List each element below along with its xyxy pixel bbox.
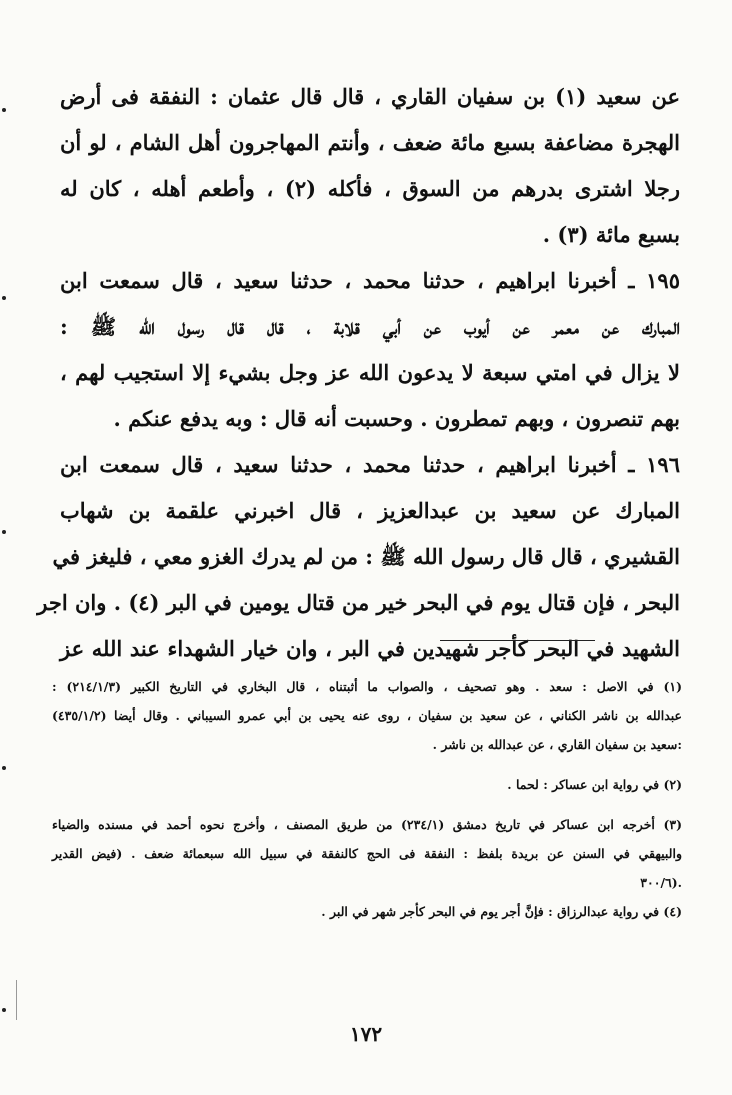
scan-mark [2, 530, 6, 534]
main-text [37, 74, 681, 672]
text-line: لا يزال في امتي سبعة لا يدعون الله عز وجل بشيء إلا استجيب لهم ، [60, 360, 680, 385]
footnote-separator [440, 640, 595, 641]
footnote-line: (٤) في رواية عبدالرزاق : فإنَّ أجر يوم في البحر كأجر شهر في البر . [321, 904, 682, 919]
footnote-3 [52, 810, 682, 897]
footnote-line: (٢) في رواية ابن عساكر : لحما . [507, 777, 682, 792]
text-line: المبارك عن سعيد بن عبدالعزيز ، قال اخبرني علقمة بن شهاب [60, 498, 680, 523]
footnote-line: عبدالله بن ناشر الكناني ، عن سعيد بن سفيان ، روى عنه يحيى بن أبي عمرو السيباني . وقال أيضا (٤٣٥/١/٢) [52, 708, 682, 723]
text-line: البحر ، فإن قتال يوم في البحر خير من قتال يومين في البر (٤) . وان اجر [37, 590, 680, 615]
footnote-line: .(٣٠٠/٦ [640, 875, 682, 890]
text-line: ١٩٥ ـ أخبرنا ابراهيم ، حدثنا محمد ، حدثنا سعيد ، قال سمعت ابن [60, 268, 680, 293]
text-line: رجلا اشترى بدرهم من السوق ، فأكله (٢) ، وأطعم أهله ، كان له [60, 176, 681, 201]
footnote-line: (١) في الاصل : سعد . وهو تصحيف ، والصواب ما أثبتناه ، قال البخاري في التاريخ الكبير (٢١٤/١/٣) : [52, 679, 682, 694]
footnote-4 [52, 897, 682, 926]
text-line: الهجرة مضاعفة بسبع مائة ضعف ، وأنتم المهاجرون أهل الشام ، لو أن [60, 130, 680, 155]
text-line: ١٩٦ ـ أخبرنا ابراهيم ، حدثنا محمد ، حدثنا سعيد ، قال سمعت ابن [60, 452, 680, 477]
text-line: بسبع مائة (٣) . [542, 222, 680, 247]
text-line: عن سعيد (١) بن سفيان القاري ، قال قال عثمان : النفقة فى أرض [60, 84, 681, 109]
scan-edge [16, 980, 17, 1020]
text-line: المبارك عن معمر عن أيوب عن أبي قلابة ، قال قال رسول الله ﷺ : [60, 314, 680, 339]
footnote-line: والبيهقي في السنن عن بريدة بلفظ : النفقة فى الحج كالنفقة في سبيل الله سبعمائة ضعف . (فيض القدير [52, 846, 682, 861]
footnote-line: :سعيد بن سفيان القاري ، عن عبدالله بن ناشر . [432, 737, 682, 752]
scan-mark [2, 1008, 6, 1012]
scan-mark [2, 108, 6, 112]
text-line: بهم تنصرون ، وبهم تمطرون . وحسبت أنه قال : وبه يدفع عنكم . [113, 406, 680, 431]
scan-mark [2, 296, 6, 300]
scan-mark [2, 766, 6, 770]
footnotes [52, 672, 682, 926]
text-line: القشيري ، قال قال رسول الله ﷺ : من لم يدرك الغزو معي ، فليغز في [52, 544, 680, 569]
footnote-2 [52, 770, 682, 799]
page-number: ١٧٢ [349, 1022, 383, 1046]
footnote-line: (٣) أخرجه ابن عساكر في تاريخ دمشق (٢٣٤/١) من طريق المصنف ، وأخرج نحوه أحمد في مسنده والضياء [52, 817, 682, 832]
text-line: الشهيد في البحر كأجر شهيدين في البر ، وان خيار الشهداء عند الله عز [60, 636, 680, 661]
footnote-1 [52, 672, 682, 759]
